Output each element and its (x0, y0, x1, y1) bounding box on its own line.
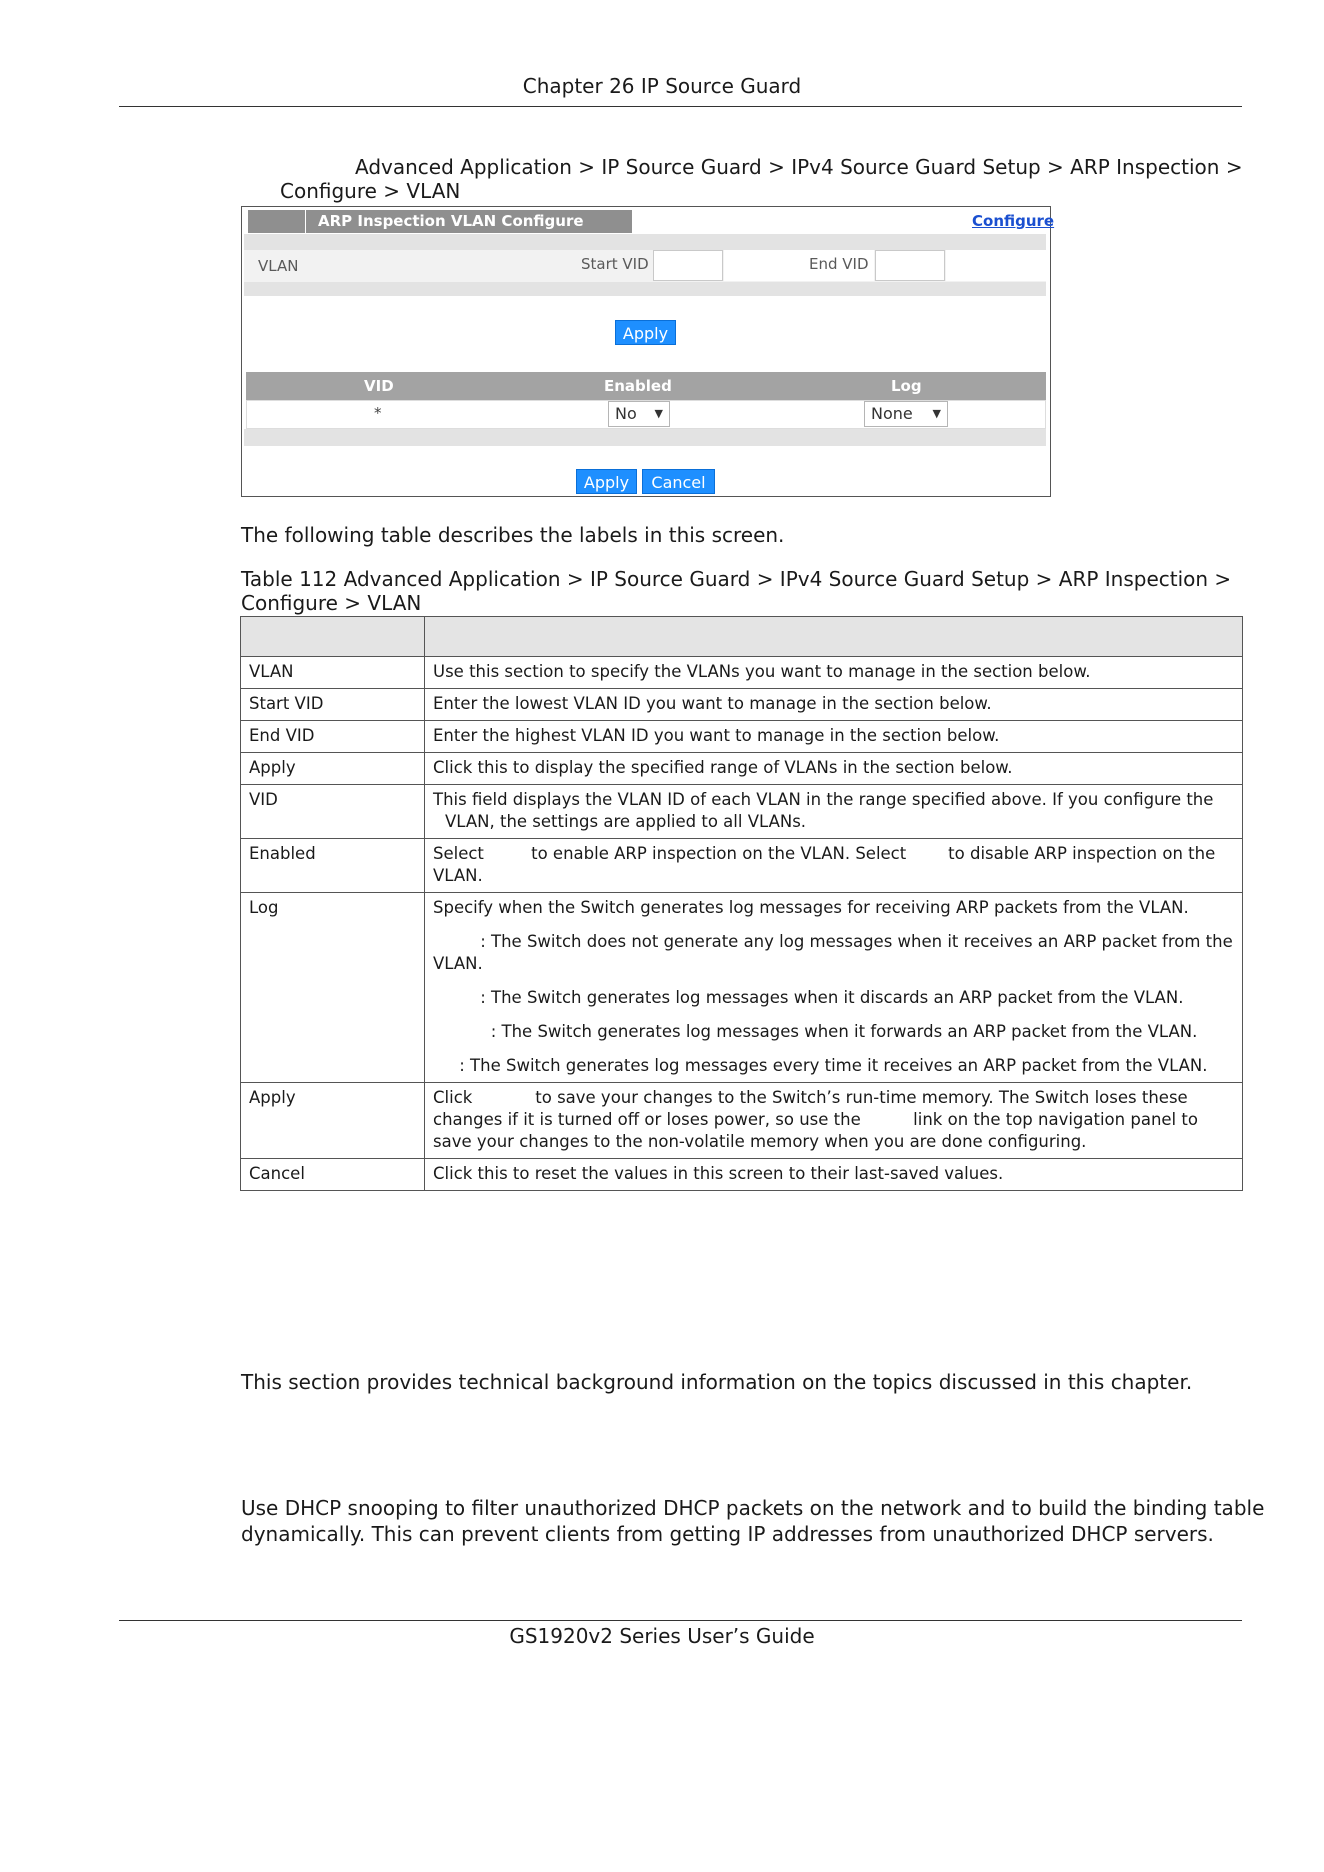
row-description: Click this to display the specified range of VLANs in the section below. (425, 753, 1243, 785)
log-select[interactable] (864, 401, 948, 427)
footer-rule (119, 1620, 1242, 1621)
table-row (241, 657, 1243, 689)
row-label: Cancel (241, 1159, 425, 1191)
log-column-header: Log (891, 377, 922, 395)
table-row (241, 893, 1243, 1083)
intro-text: The following table describes the labels in this screen. (241, 523, 785, 547)
row-label: Log (241, 893, 425, 1083)
apply-button[interactable]: Apply (576, 469, 637, 494)
enabled-select-value: No (615, 404, 637, 423)
title-bar-left (248, 210, 305, 233)
vid-cell: * (374, 404, 382, 422)
row-label: VLAN (241, 657, 425, 689)
header-rule (119, 106, 1242, 107)
row-description: Click this to reset the values in this screen to their last-saved values. (425, 1159, 1243, 1191)
log-option-all: : The Switch generates log messages every time it receives an ARP packet from the VLAN. (433, 1056, 1208, 1075)
vlan-table-footer (244, 429, 1046, 446)
table-row (241, 839, 1243, 893)
log-select-value: None (871, 404, 913, 423)
row-label: Enabled (241, 839, 425, 893)
end-vid-input[interactable] (875, 250, 945, 281)
row-description (425, 785, 1243, 839)
row-label: Apply (241, 1083, 425, 1159)
figure-caption-line2: Configure > VLAN (280, 179, 461, 203)
log-intro: Specify when the Switch generates log messages for receiving ARP packets from the VLAN. (433, 898, 1189, 917)
enabled-select[interactable] (608, 401, 670, 427)
row-label: End VID (241, 721, 425, 753)
row-label: Apply (241, 753, 425, 785)
row-description-line1: This field displays the VLAN ID of each VLAN in the range specified above. If you configure the (433, 790, 1214, 809)
start-vid-input[interactable] (653, 250, 723, 281)
dhcp-snooping-paragraph-line1: Use DHCP snooping to filter unauthorized DHCP packets on the network and to build the binding table (241, 1496, 1265, 1520)
table-row (241, 785, 1243, 839)
row-description: Enter the highest VLAN ID you want to manage in the section below. (425, 721, 1243, 753)
table-row (241, 721, 1243, 753)
table-row (241, 753, 1243, 785)
table-header-row (241, 617, 1243, 657)
guide-footer: GS1920v2 Series User’s Guide (509, 1624, 815, 1648)
row-description: Select to enable ARP inspection on the VLAN. Select to disable ARP inspection on the VLAN. (425, 839, 1243, 893)
label-column-header (241, 617, 425, 657)
table-row (241, 1159, 1243, 1191)
row-label: VID (241, 785, 425, 839)
dropdown-arrow-icon: ▼ (654, 407, 663, 420)
configure-link[interactable]: Configure (972, 212, 1055, 230)
row-description: Click to save your changes to the Switch’s run-time memory. The Switch loses these changes if it is turned off or loses power, so use the link on the top navigation panel to save your changes to the non-volatile memory when you are done configuring. (425, 1083, 1243, 1159)
vid-column-header: VID (364, 377, 394, 395)
table-caption-line2: Configure > VLAN (241, 591, 422, 615)
row-description (425, 893, 1243, 1083)
end-vid-label: End VID (809, 255, 869, 273)
log-option-permit: : The Switch generates log messages when it forwards an ARP packet from the VLAN. (433, 1022, 1198, 1041)
log-option-deny: : The Switch generates log messages when it discards an ARP packet from the VLAN. (433, 988, 1184, 1007)
cancel-button[interactable]: Cancel (642, 469, 715, 494)
description-table (240, 616, 1243, 1191)
dhcp-snooping-paragraph-line2: dynamically. This can prevent clients from getting IP addresses from unauthorized DHCP servers. (241, 1522, 1214, 1546)
table-row (241, 1083, 1243, 1159)
description-column-header (425, 617, 1243, 657)
vlan-range-spacer (946, 250, 1046, 281)
enabled-column-header: Enabled (604, 377, 672, 395)
row-description: Use this section to specify the VLANs you want to manage in the section below. (425, 657, 1243, 689)
chapter-header: Chapter 26 IP Source Guard (522, 74, 802, 98)
row-description: Enter the lowest VLAN ID you want to manage in the section below. (425, 689, 1243, 721)
dropdown-arrow-icon: ▼ (932, 407, 941, 420)
vlan-label: VLAN (258, 257, 299, 275)
table-caption-line1: Table 112 Advanced Application > IP Source Guard > IPv4 Source Guard Setup > ARP Inspection > (241, 567, 1232, 591)
row-label: Start VID (241, 689, 425, 721)
technical-reference-paragraph: This section provides technical background information on the topics discussed in this chapter. (241, 1370, 1193, 1394)
apply-range-button[interactable]: Apply (615, 320, 676, 345)
log-option-none: : The Switch does not generate any log messages when it receives an ARP packet from the VLAN. (433, 932, 1239, 973)
start-vid-label: Start VID (581, 255, 649, 273)
panel-title: ARP Inspection VLAN Configure (306, 210, 632, 233)
figure-caption-line1: Advanced Application > IP Source Guard > IPv4 Source Guard Setup > ARP Inspection > (355, 155, 1243, 179)
table-row (241, 689, 1243, 721)
row-description-line2: VLAN, the settings are applied to all VLANs. (445, 812, 807, 831)
